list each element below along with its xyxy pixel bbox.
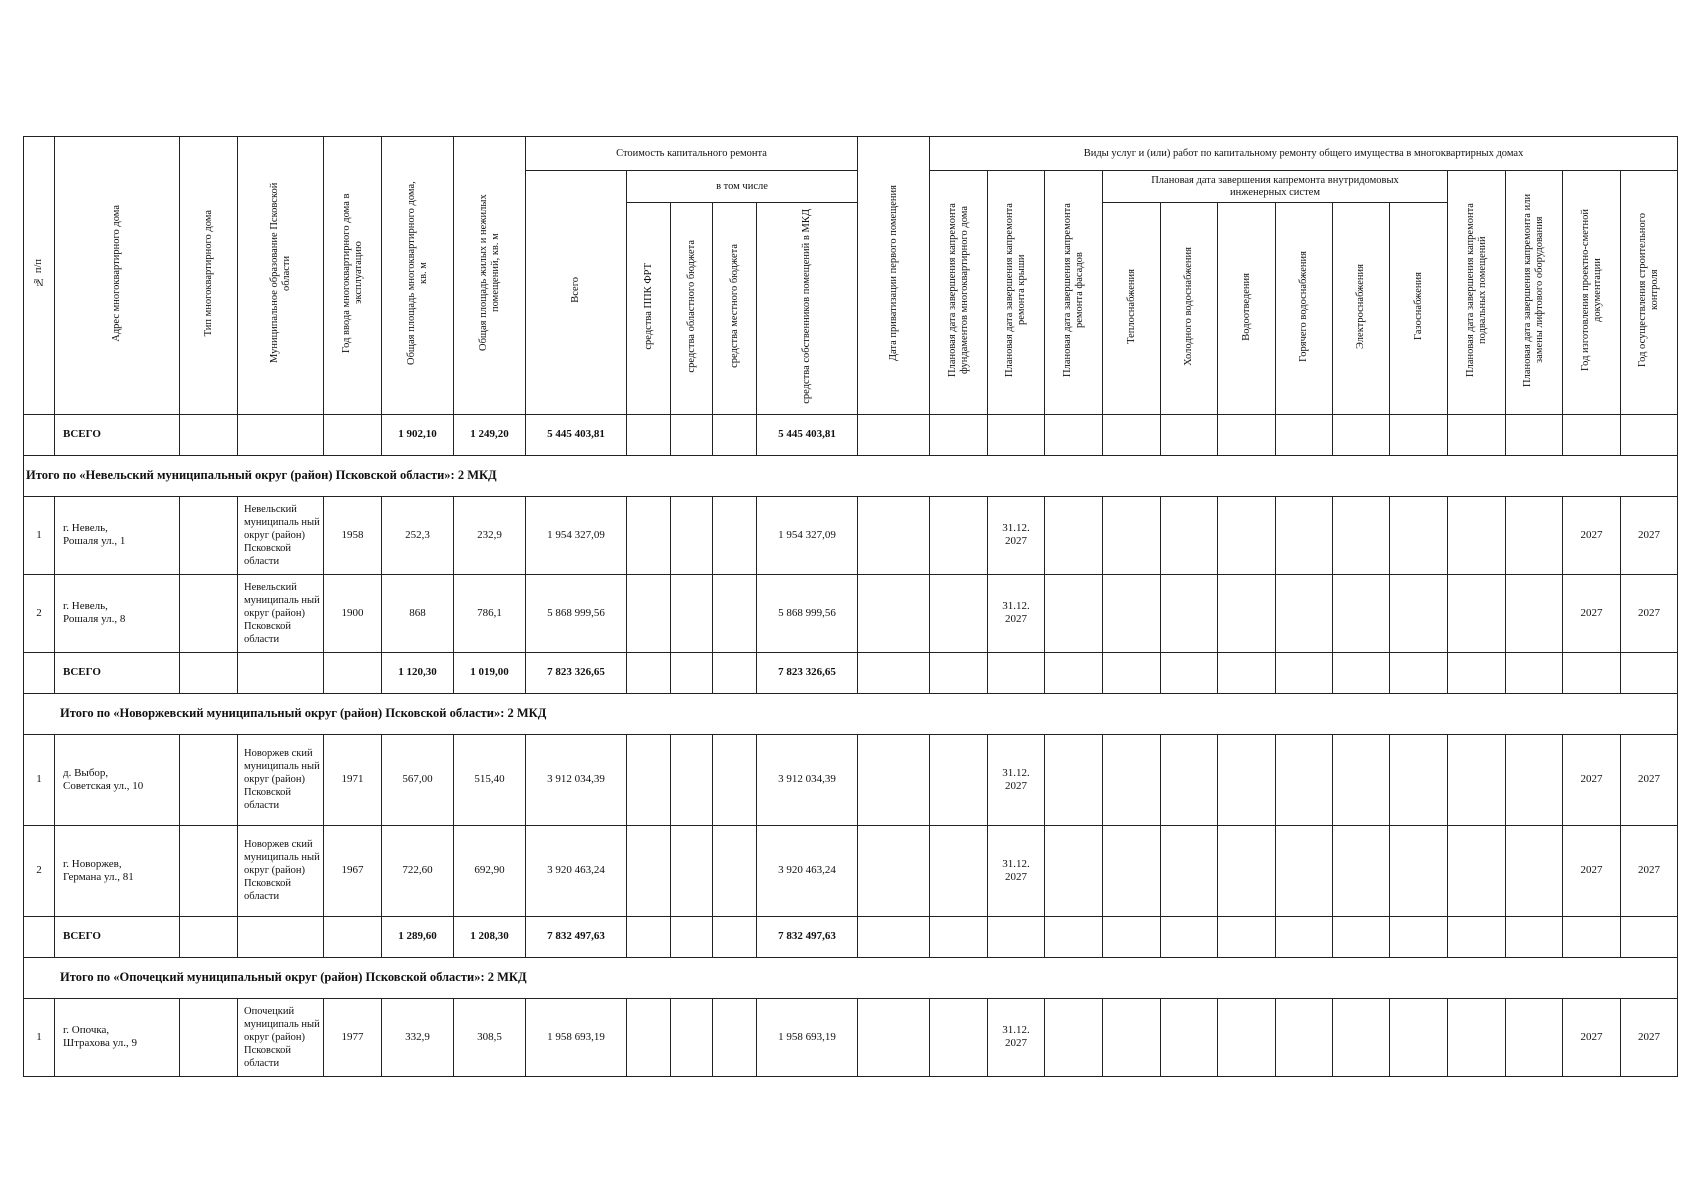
empty-cell: [930, 916, 988, 957]
row-municipality: Невельский муниципаль ный округ (район) Псковской области: [238, 496, 324, 574]
row-fund-owners: 5 868 999,56: [757, 574, 858, 652]
total-fund-owners: 7 823 326,65: [757, 652, 858, 693]
header-address: Адрес многоквартирного дома: [55, 137, 180, 415]
empty-cell: [180, 414, 238, 455]
empty-cell: [24, 916, 55, 957]
header-fund-owners: средства собственников помещений в МКД: [757, 203, 858, 415]
empty-cell: [1161, 734, 1218, 825]
table-header: [24, 137, 1678, 415]
empty-cell: [1390, 574, 1448, 652]
header-control-year: Год осуществления строительного контроля: [1621, 171, 1678, 415]
row-total-area: 722,60: [382, 825, 454, 916]
row-fund-owners: 3 920 463,24: [757, 825, 858, 916]
empty-cell: [1390, 916, 1448, 957]
row-roof-date: 31.12. 2027: [988, 825, 1045, 916]
row-living-area: 232,9: [454, 496, 526, 574]
empty-cell: [1045, 496, 1103, 574]
empty-cell: [1621, 414, 1678, 455]
empty-cell: [1218, 496, 1276, 574]
row-cost-total: 1 958 693,19: [526, 998, 627, 1076]
empty-cell: [1218, 916, 1276, 957]
total-label: ВСЕГО: [55, 916, 180, 957]
empty-cell: [1045, 998, 1103, 1076]
total-fund-owners: 7 832 497,63: [757, 916, 858, 957]
table-row: [24, 496, 1678, 574]
empty-cell: [627, 652, 671, 693]
empty-cell: [1218, 734, 1276, 825]
empty-cell: [858, 916, 930, 957]
header-foundation: Плановая дата завершения капремонта фундаментов многоквартирного дома: [930, 171, 988, 415]
total-area: 1 120,30: [382, 652, 454, 693]
empty-cell: [324, 414, 382, 455]
header-works-group: Виды услуг и (или) работ по капитальному ремонту общего имущества в многоквартирных домах: [930, 137, 1678, 171]
empty-cell: [1333, 825, 1390, 916]
empty-cell: [713, 414, 757, 455]
row-year: 1971: [324, 734, 382, 825]
row-type: [180, 496, 238, 574]
table-row: [24, 574, 1678, 652]
row-cost-total: 3 912 034,39: [526, 734, 627, 825]
empty-cell: [713, 734, 757, 825]
empty-cell: [1161, 916, 1218, 957]
empty-cell: [1276, 414, 1333, 455]
empty-cell: [1103, 998, 1161, 1076]
row-total-area: 567,00: [382, 734, 454, 825]
row-address: г. Невель, Рошаля ул., 1: [55, 496, 180, 574]
row-cost-total: 3 920 463,24: [526, 825, 627, 916]
empty-cell: [627, 574, 671, 652]
empty-cell: [1333, 496, 1390, 574]
row-num: 1: [24, 734, 55, 825]
empty-cell: [858, 652, 930, 693]
row-num: 2: [24, 825, 55, 916]
empty-cell: [1506, 734, 1563, 825]
section-title-row: [24, 455, 1678, 496]
header-cost-group: Стоимость капитального ремонта: [526, 137, 858, 171]
empty-cell: [858, 998, 930, 1076]
empty-cell: [1045, 652, 1103, 693]
empty-cell: [1506, 574, 1563, 652]
empty-cell: [858, 825, 930, 916]
header-fund-local: средства местного бюджета: [713, 203, 757, 415]
row-living-area: 515,40: [454, 734, 526, 825]
empty-cell: [24, 414, 55, 455]
header-fund-regional: средства областного бюджета: [671, 203, 713, 415]
empty-cell: [1390, 652, 1448, 693]
empty-cell: [1161, 574, 1218, 652]
empty-cell: [1103, 734, 1161, 825]
empty-cell: [1390, 734, 1448, 825]
empty-cell: [627, 414, 671, 455]
empty-cell: [1218, 414, 1276, 455]
empty-cell: [930, 574, 988, 652]
total-living-area: 1 208,30: [454, 916, 526, 957]
header-privatization-date: Дата приватизации первого помещения: [858, 137, 930, 415]
header-elevator: Плановая дата завершения капремонта или замены лифтового оборудования: [1506, 171, 1563, 415]
header-year-commissioned: Год ввода многоквартирного дома в эксплуатацию: [324, 137, 382, 415]
header-facade: Плановая дата завершения капремонта ремонта фасадов: [1045, 171, 1103, 415]
empty-cell: [930, 998, 988, 1076]
empty-cell: [671, 825, 713, 916]
header-engineering-group: Плановая дата завершения капремонта внутридомовых инженерных систем: [1103, 171, 1448, 203]
row-address: г. Новоржев, Германа ул., 81: [55, 825, 180, 916]
empty-cell: [324, 652, 382, 693]
empty-cell: [988, 414, 1045, 455]
empty-cell: [1506, 825, 1563, 916]
total-area: 1 289,60: [382, 916, 454, 957]
empty-cell: [1276, 998, 1333, 1076]
row-address: г. Опочка, Штрахова ул., 9: [55, 998, 180, 1076]
table-row: [24, 734, 1678, 825]
empty-cell: [1506, 652, 1563, 693]
empty-cell: [627, 496, 671, 574]
empty-cell: [1506, 998, 1563, 1076]
empty-cell: [180, 652, 238, 693]
empty-cell: [1276, 496, 1333, 574]
row-control-year: 2027: [1621, 825, 1678, 916]
row-total-area: 332,9: [382, 998, 454, 1076]
total-living-area: 1 249,20: [454, 414, 526, 455]
empty-cell: [1506, 414, 1563, 455]
row-address: г. Невель, Рошаля ул., 8: [55, 574, 180, 652]
empty-cell: [627, 916, 671, 957]
row-year: 1967: [324, 825, 382, 916]
table-row: [24, 998, 1678, 1076]
empty-cell: [858, 734, 930, 825]
empty-cell: [1333, 734, 1390, 825]
row-num: 1: [24, 998, 55, 1076]
empty-cell: [627, 825, 671, 916]
empty-cell: [1276, 825, 1333, 916]
empty-cell: [930, 496, 988, 574]
empty-cell: [324, 916, 382, 957]
empty-cell: [1103, 414, 1161, 455]
row-cost-total: 5 868 999,56: [526, 574, 627, 652]
empty-cell: [1276, 734, 1333, 825]
empty-cell: [1333, 916, 1390, 957]
empty-cell: [1161, 496, 1218, 574]
empty-cell: [1448, 825, 1506, 916]
empty-cell: [1045, 916, 1103, 957]
row-roof-date: 31.12. 2027: [988, 734, 1045, 825]
row-design-year: 2027: [1563, 998, 1621, 1076]
empty-cell: [713, 652, 757, 693]
empty-cell: [1390, 998, 1448, 1076]
row-municipality: Новоржев ский муниципаль ный округ (район) Псковской области: [238, 825, 324, 916]
row-control-year: 2027: [1621, 998, 1678, 1076]
row-type: [180, 825, 238, 916]
row-fund-owners: 1 954 327,09: [757, 496, 858, 574]
empty-cell: [1276, 916, 1333, 957]
total-cost: 7 823 326,65: [526, 652, 627, 693]
empty-cell: [671, 574, 713, 652]
table-row: [24, 825, 1678, 916]
row-living-area: 692,90: [454, 825, 526, 916]
empty-cell: [930, 825, 988, 916]
empty-cell: [1218, 652, 1276, 693]
empty-cell: [1103, 825, 1161, 916]
empty-cell: [671, 734, 713, 825]
empty-cell: [1103, 496, 1161, 574]
empty-cell: [180, 916, 238, 957]
header-cold-water: Холодного водоснабжения: [1161, 203, 1218, 415]
empty-cell: [1448, 652, 1506, 693]
total-cost: 5 445 403,81: [526, 414, 627, 455]
empty-cell: [930, 652, 988, 693]
row-address: д. Выбор, Советская ул., 10: [55, 734, 180, 825]
empty-cell: [713, 825, 757, 916]
empty-cell: [671, 496, 713, 574]
row-roof-date: 31.12. 2027: [988, 496, 1045, 574]
header-electricity: Электроснабжения: [1333, 203, 1390, 415]
row-fund-owners: 1 958 693,19: [757, 998, 858, 1076]
empty-cell: [238, 916, 324, 957]
total-row: [24, 652, 1678, 693]
row-year: 1900: [324, 574, 382, 652]
header-num: № п/п: [24, 137, 55, 415]
empty-cell: [24, 652, 55, 693]
empty-cell: [858, 574, 930, 652]
empty-cell: [1045, 734, 1103, 825]
empty-cell: [988, 916, 1045, 957]
empty-cell: [671, 414, 713, 455]
row-design-year: 2027: [1563, 734, 1621, 825]
empty-cell: [238, 414, 324, 455]
header-total-area: Общая площадь многоквартирного дома, кв. м: [382, 137, 454, 415]
empty-cell: [1103, 652, 1161, 693]
empty-cell: [1448, 734, 1506, 825]
total-row: [24, 414, 1678, 455]
empty-cell: [238, 652, 324, 693]
row-living-area: 308,5: [454, 998, 526, 1076]
row-design-year: 2027: [1563, 825, 1621, 916]
row-year: 1958: [324, 496, 382, 574]
row-total-area: 252,3: [382, 496, 454, 574]
row-control-year: 2027: [1621, 496, 1678, 574]
empty-cell: [930, 414, 988, 455]
empty-cell: [858, 414, 930, 455]
empty-cell: [1218, 825, 1276, 916]
header-basement: Плановая дата завершения капремонта подвальных помещений: [1448, 171, 1506, 415]
empty-cell: [1506, 916, 1563, 957]
empty-cell: [1333, 652, 1390, 693]
row-num: 1: [24, 496, 55, 574]
empty-cell: [858, 496, 930, 574]
section-title: Итого по «Новоржевский муниципальный округ (район) Псковской области»: 2 МКД: [24, 693, 1678, 734]
empty-cell: [1276, 652, 1333, 693]
empty-cell: [1218, 574, 1276, 652]
empty-cell: [671, 916, 713, 957]
empty-cell: [1506, 496, 1563, 574]
header-cost-total: Всего: [526, 171, 627, 415]
row-living-area: 786,1: [454, 574, 526, 652]
row-cost-total: 1 954 327,09: [526, 496, 627, 574]
empty-cell: [1161, 825, 1218, 916]
empty-cell: [1390, 825, 1448, 916]
empty-cell: [1045, 414, 1103, 455]
empty-cell: [1103, 574, 1161, 652]
empty-cell: [713, 916, 757, 957]
empty-cell: [930, 734, 988, 825]
empty-cell: [1621, 916, 1678, 957]
row-type: [180, 998, 238, 1076]
empty-cell: [1218, 998, 1276, 1076]
row-design-year: 2027: [1563, 496, 1621, 574]
empty-cell: [1448, 574, 1506, 652]
empty-cell: [713, 998, 757, 1076]
empty-cell: [627, 734, 671, 825]
header-including: в том числе: [627, 171, 858, 203]
empty-cell: [1161, 414, 1218, 455]
empty-cell: [1448, 496, 1506, 574]
empty-cell: [1103, 916, 1161, 957]
empty-cell: [713, 574, 757, 652]
header-design-year: Год изготовления проектно-сметной документации: [1563, 171, 1621, 415]
row-municipality: Новоржев ский муниципаль ный округ (район) Псковской области: [238, 734, 324, 825]
total-label: ВСЕГО: [55, 414, 180, 455]
row-design-year: 2027: [1563, 574, 1621, 652]
empty-cell: [1563, 916, 1621, 957]
total-living-area: 1 019,00: [454, 652, 526, 693]
section-title: Итого по «Опочецкий муниципальный округ (район) Псковской области»: 2 МКД: [24, 957, 1678, 998]
total-area: 1 902,10: [382, 414, 454, 455]
empty-cell: [713, 496, 757, 574]
total-cost: 7 832 497,63: [526, 916, 627, 957]
header-sewerage: Водоотведения: [1218, 203, 1276, 415]
header-type: Тип многоквартирного дома: [180, 137, 238, 415]
row-num: 2: [24, 574, 55, 652]
empty-cell: [1333, 414, 1390, 455]
row-control-year: 2027: [1621, 574, 1678, 652]
header-heating: Теплоснабжения: [1103, 203, 1161, 415]
empty-cell: [1448, 414, 1506, 455]
capital-repair-table-sheet: [23, 136, 1673, 1077]
capital-repair-table: [23, 136, 1678, 1077]
row-roof-date: 31.12. 2027: [988, 998, 1045, 1076]
total-fund-owners: 5 445 403,81: [757, 414, 858, 455]
row-municipality: Опочецкий муниципаль ный округ (район) Псковской области: [238, 998, 324, 1076]
table-body: [24, 414, 1678, 1076]
empty-cell: [1161, 652, 1218, 693]
header-hot-water: Горячего водоснабжения: [1276, 203, 1333, 415]
row-type: [180, 734, 238, 825]
row-control-year: 2027: [1621, 734, 1678, 825]
section-title-row: [24, 693, 1678, 734]
empty-cell: [1448, 916, 1506, 957]
empty-cell: [1333, 574, 1390, 652]
empty-cell: [1333, 998, 1390, 1076]
empty-cell: [1161, 998, 1218, 1076]
empty-cell: [1563, 414, 1621, 455]
empty-cell: [1390, 496, 1448, 574]
row-total-area: 868: [382, 574, 454, 652]
empty-cell: [988, 652, 1045, 693]
empty-cell: [1045, 574, 1103, 652]
empty-cell: [1448, 998, 1506, 1076]
total-label: ВСЕГО: [55, 652, 180, 693]
empty-cell: [1276, 574, 1333, 652]
empty-cell: [1621, 652, 1678, 693]
header-municipality: Муниципальное образование Псковской области: [238, 137, 324, 415]
empty-cell: [1390, 414, 1448, 455]
row-roof-date: 31.12. 2027: [988, 574, 1045, 652]
section-title-row: [24, 957, 1678, 998]
header-living-area: Общая площадь жилых и нежилых помещений, кв. м: [454, 137, 526, 415]
row-municipality: Невельский муниципаль ный округ (район) Псковской области: [238, 574, 324, 652]
header-fund-ppk: средства ППК ФРТ: [627, 203, 671, 415]
section-title: Итого по «Невельский муниципальный округ (район) Псковской области»: 2 МКД: [24, 455, 1678, 496]
header-gas: Газоснабжения: [1390, 203, 1448, 415]
row-fund-owners: 3 912 034,39: [757, 734, 858, 825]
row-type: [180, 574, 238, 652]
empty-cell: [627, 998, 671, 1076]
row-year: 1977: [324, 998, 382, 1076]
empty-cell: [1563, 652, 1621, 693]
empty-cell: [671, 652, 713, 693]
empty-cell: [1045, 825, 1103, 916]
empty-cell: [671, 998, 713, 1076]
header-roof: Плановая дата завершения капремонта ремонта крыши: [988, 171, 1045, 415]
total-row: [24, 916, 1678, 957]
